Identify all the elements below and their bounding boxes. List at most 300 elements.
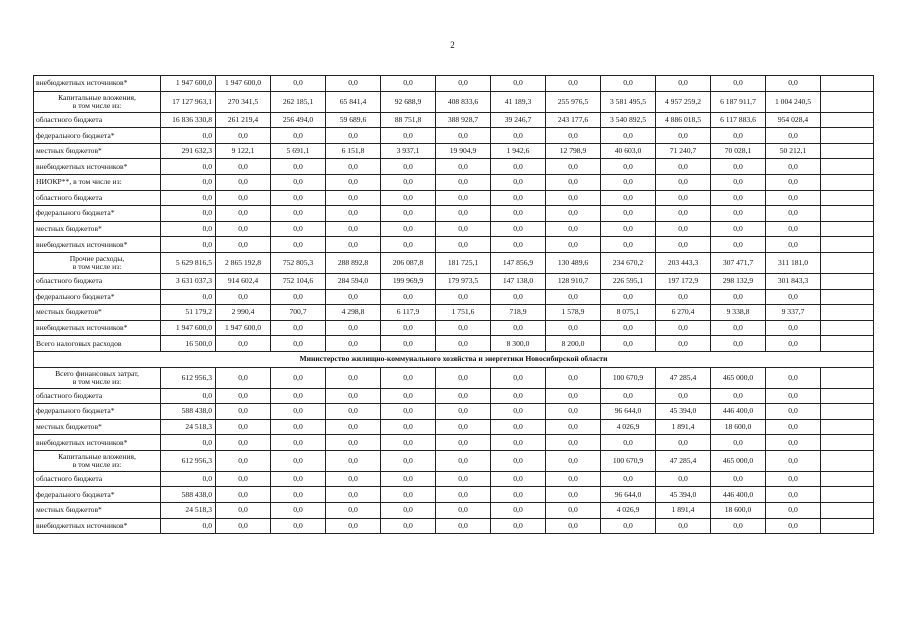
value-cell: 752 104,6	[271, 273, 326, 289]
table-row	[34, 320, 874, 336]
value-cell: 0,0	[766, 128, 821, 144]
value-cell: 9 338,8	[711, 305, 766, 321]
value-cell: 612 956,3	[161, 367, 216, 388]
value-cell: 4 026,9	[601, 503, 656, 519]
value-cell: 0,0	[216, 518, 271, 534]
value-cell: 0,0	[216, 471, 271, 487]
value-cell: 0,0	[766, 487, 821, 503]
value-cell: 41 189,3	[491, 91, 546, 112]
value-cell: 0,0	[491, 404, 546, 420]
value-cell: 0,0	[546, 503, 601, 519]
value-cell: 0,0	[216, 174, 271, 190]
value-cell: 0,0	[601, 76, 656, 92]
value-cell: 0,0	[161, 237, 216, 253]
value-cell: 0,0	[271, 174, 326, 190]
value-cell: 0,0	[766, 174, 821, 190]
value-cell: 0,0	[766, 518, 821, 534]
value-cell: 262 185,1	[271, 91, 326, 112]
value-cell: 0,0	[381, 320, 436, 336]
value-cell: 0,0	[326, 503, 381, 519]
value-cell: 0,0	[216, 159, 271, 175]
value-cell: 0,0	[381, 190, 436, 206]
value-cell: 0,0	[161, 221, 216, 237]
value-cell: 0,0	[381, 174, 436, 190]
value-cell: 0,0	[271, 237, 326, 253]
row-label: федерального бюджета*	[34, 128, 161, 144]
value-cell: 8 300,0	[491, 336, 546, 352]
table-row	[34, 388, 874, 404]
value-cell: 130 489,6	[546, 252, 601, 273]
value-cell: 0,0	[161, 435, 216, 451]
value-cell: 0,0	[326, 159, 381, 175]
value-cell: 0,0	[216, 419, 271, 435]
value-cell: 0,0	[436, 237, 491, 253]
value-cell: 0,0	[491, 128, 546, 144]
value-cell: 0,0	[491, 435, 546, 451]
value-cell: 96 644,0	[601, 487, 656, 503]
value-cell: 0,0	[326, 237, 381, 253]
value-cell: 0,0	[711, 206, 766, 222]
value-cell: 0,0	[711, 174, 766, 190]
value-cell: 59 689,6	[326, 112, 381, 128]
value-cell: 0,0	[216, 128, 271, 144]
section-header-row	[34, 351, 874, 367]
row-label: местных бюджетов*	[34, 419, 161, 435]
value-cell: 0,0	[766, 450, 821, 471]
value-cell: 0,0	[546, 388, 601, 404]
value-cell: 0,0	[326, 336, 381, 352]
row-label: внебюджетных источников*	[34, 320, 161, 336]
row-label: Капитальные вложения, в том числе из:	[34, 450, 161, 471]
row-label: местных бюджетов*	[34, 503, 161, 519]
value-cell: 0,0	[546, 419, 601, 435]
value-cell: 50 212,1	[766, 143, 821, 159]
row-label: Всего финансовых затрат, в том числе из:	[34, 367, 161, 388]
empty-cell	[821, 206, 874, 222]
value-cell: 0,0	[271, 471, 326, 487]
value-cell: 270 341,5	[216, 91, 271, 112]
value-cell: 0,0	[436, 471, 491, 487]
value-cell: 0,0	[546, 487, 601, 503]
row-label: областного бюджета	[34, 388, 161, 404]
empty-cell	[821, 518, 874, 534]
value-cell: 0,0	[161, 190, 216, 206]
value-cell: 0,0	[766, 237, 821, 253]
row-label: местных бюджетов*	[34, 221, 161, 237]
value-cell: 0,0	[766, 404, 821, 420]
value-cell: 12 798,9	[546, 143, 601, 159]
value-cell: 1 947 600,0	[161, 320, 216, 336]
value-cell: 16 500,0	[161, 336, 216, 352]
empty-cell	[821, 404, 874, 420]
value-cell: 6 117,9	[381, 305, 436, 321]
value-cell: 0,0	[216, 237, 271, 253]
value-cell: 0,0	[601, 435, 656, 451]
empty-cell	[821, 190, 874, 206]
value-cell: 47 285,4	[656, 367, 711, 388]
value-cell: 465 000,0	[711, 367, 766, 388]
value-cell: 0,0	[326, 404, 381, 420]
table-row	[34, 336, 874, 352]
value-cell: 0,0	[271, 221, 326, 237]
value-cell: 226 595,1	[601, 273, 656, 289]
empty-cell	[821, 112, 874, 128]
value-cell: 0,0	[766, 503, 821, 519]
table-row	[34, 206, 874, 222]
value-cell: 17 127 963,1	[161, 91, 216, 112]
value-cell: 0,0	[491, 190, 546, 206]
value-cell: 0,0	[766, 367, 821, 388]
value-cell: 0,0	[271, 128, 326, 144]
value-cell: 197 172,9	[656, 273, 711, 289]
value-cell: 954 028,4	[766, 112, 821, 128]
value-cell: 147 856,9	[491, 252, 546, 273]
value-cell: 0,0	[216, 435, 271, 451]
value-cell: 0,0	[546, 289, 601, 305]
value-cell: 0,0	[271, 320, 326, 336]
value-cell: 16 836 330,8	[161, 112, 216, 128]
value-cell: 0,0	[546, 221, 601, 237]
value-cell: 0,0	[436, 76, 491, 92]
value-cell: 0,0	[326, 289, 381, 305]
value-cell: 0,0	[491, 237, 546, 253]
value-cell: 0,0	[601, 190, 656, 206]
empty-cell	[821, 128, 874, 144]
value-cell: 0,0	[381, 221, 436, 237]
empty-cell	[821, 159, 874, 175]
value-cell: 465 000,0	[711, 450, 766, 471]
value-cell: 0,0	[491, 450, 546, 471]
value-cell: 0,0	[326, 206, 381, 222]
value-cell: 0,0	[436, 503, 491, 519]
row-label: внебюджетных источников*	[34, 76, 161, 92]
table-row	[34, 435, 874, 451]
row-label: областного бюджета	[34, 190, 161, 206]
value-cell: 0,0	[656, 320, 711, 336]
value-cell: 0,0	[491, 221, 546, 237]
value-cell: 0,0	[271, 159, 326, 175]
value-cell: 0,0	[766, 76, 821, 92]
row-label: федерального бюджета*	[34, 289, 161, 305]
value-cell: 179 973,5	[436, 273, 491, 289]
value-cell: 0,0	[656, 336, 711, 352]
value-cell: 307 471,7	[711, 252, 766, 273]
value-cell: 0,0	[326, 435, 381, 451]
value-cell: 1 891,4	[656, 419, 711, 435]
value-cell: 0,0	[326, 487, 381, 503]
value-cell: 4 886 018,5	[656, 112, 711, 128]
value-cell: 0,0	[216, 487, 271, 503]
value-cell: 203 443,3	[656, 252, 711, 273]
value-cell: 0,0	[326, 221, 381, 237]
value-cell: 0,0	[436, 190, 491, 206]
value-cell: 0,0	[711, 237, 766, 253]
value-cell: 0,0	[656, 159, 711, 175]
value-cell: 6 187 911,7	[711, 91, 766, 112]
value-cell: 24 518,3	[161, 503, 216, 519]
value-cell: 284 594,0	[326, 273, 381, 289]
value-cell: 588 438,0	[161, 487, 216, 503]
value-cell: 0,0	[326, 388, 381, 404]
empty-cell	[821, 237, 874, 253]
table-row	[34, 367, 874, 388]
value-cell: 0,0	[381, 518, 436, 534]
value-cell: 0,0	[436, 518, 491, 534]
value-cell: 70 028,1	[711, 143, 766, 159]
value-cell: 0,0	[436, 450, 491, 471]
value-cell: 0,0	[546, 471, 601, 487]
value-cell: 0,0	[381, 159, 436, 175]
empty-cell	[821, 419, 874, 435]
value-cell: 1 947 600,0	[216, 320, 271, 336]
value-cell: 0,0	[656, 206, 711, 222]
value-cell: 5 691,1	[271, 143, 326, 159]
empty-cell	[821, 471, 874, 487]
value-cell: 1 942,6	[491, 143, 546, 159]
value-cell: 0,0	[436, 128, 491, 144]
value-cell: 3 937,1	[381, 143, 436, 159]
value-cell: 298 132,9	[711, 273, 766, 289]
value-cell: 0,0	[491, 419, 546, 435]
value-cell: 914 602,4	[216, 273, 271, 289]
value-cell: 408 833,6	[436, 91, 491, 112]
value-cell: 0,0	[381, 435, 436, 451]
value-cell: 0,0	[216, 404, 271, 420]
value-cell: 0,0	[711, 190, 766, 206]
value-cell: 0,0	[711, 336, 766, 352]
row-label: Прочие расходы, в том числе из:	[34, 252, 161, 273]
value-cell: 0,0	[161, 206, 216, 222]
value-cell: 2 990,4	[216, 305, 271, 321]
value-cell: 0,0	[216, 190, 271, 206]
row-label: внебюджетных источников*	[34, 518, 161, 534]
value-cell: 0,0	[381, 419, 436, 435]
value-cell: 5 629 816,5	[161, 252, 216, 273]
section-title: Министерство жилищно-коммунального хозяйства и энергетики Новосибирской области	[34, 351, 874, 367]
table-row	[34, 128, 874, 144]
value-cell: 0,0	[601, 388, 656, 404]
value-cell: 3 540 892,5	[601, 112, 656, 128]
value-cell: 0,0	[656, 76, 711, 92]
empty-cell	[821, 174, 874, 190]
empty-cell	[821, 435, 874, 451]
value-cell: 0,0	[766, 336, 821, 352]
table-row	[34, 159, 874, 175]
value-cell: 0,0	[216, 221, 271, 237]
empty-cell	[821, 289, 874, 305]
value-cell: 0,0	[161, 159, 216, 175]
value-cell: 0,0	[656, 128, 711, 144]
value-cell: 0,0	[546, 159, 601, 175]
value-cell: 0,0	[601, 128, 656, 144]
value-cell: 206 087,8	[381, 252, 436, 273]
value-cell: 0,0	[491, 174, 546, 190]
value-cell: 0,0	[546, 76, 601, 92]
row-label: Всего налоговых расходов	[34, 336, 161, 352]
value-cell: 3 581 495,5	[601, 91, 656, 112]
value-cell: 0,0	[216, 367, 271, 388]
row-label: внебюджетных источников*	[34, 159, 161, 175]
value-cell: 0,0	[546, 450, 601, 471]
value-cell: 1 751,6	[436, 305, 491, 321]
value-cell: 0,0	[326, 128, 381, 144]
value-cell: 18 600,0	[711, 503, 766, 519]
value-cell: 0,0	[491, 487, 546, 503]
value-cell: 0,0	[766, 471, 821, 487]
value-cell: 0,0	[546, 320, 601, 336]
value-cell: 24 518,3	[161, 419, 216, 435]
value-cell: 0,0	[546, 404, 601, 420]
value-cell: 0,0	[766, 419, 821, 435]
empty-cell	[821, 367, 874, 388]
value-cell: 0,0	[491, 206, 546, 222]
value-cell: 0,0	[601, 336, 656, 352]
value-cell: 0,0	[491, 518, 546, 534]
empty-cell	[821, 305, 874, 321]
value-cell: 0,0	[381, 289, 436, 305]
value-cell: 0,0	[711, 471, 766, 487]
value-cell: 0,0	[381, 388, 436, 404]
value-cell: 0,0	[271, 503, 326, 519]
row-label: местных бюджетов*	[34, 305, 161, 321]
table-row	[34, 112, 874, 128]
value-cell: 0,0	[491, 367, 546, 388]
value-cell: 92 688,9	[381, 91, 436, 112]
value-cell: 0,0	[436, 320, 491, 336]
value-cell: 0,0	[436, 419, 491, 435]
value-cell: 0,0	[656, 221, 711, 237]
value-cell: 0,0	[271, 336, 326, 352]
value-cell: 0,0	[546, 237, 601, 253]
row-label: федерального бюджета*	[34, 206, 161, 222]
value-cell: 0,0	[711, 388, 766, 404]
row-label: областного бюджета	[34, 112, 161, 128]
value-cell: 0,0	[381, 206, 436, 222]
value-cell: 0,0	[601, 159, 656, 175]
table-row	[34, 190, 874, 206]
value-cell: 0,0	[491, 320, 546, 336]
value-cell: 718,9	[491, 305, 546, 321]
value-cell: 147 138,0	[491, 273, 546, 289]
value-cell: 0,0	[326, 450, 381, 471]
value-cell: 0,0	[271, 487, 326, 503]
empty-cell	[821, 388, 874, 404]
value-cell: 0,0	[216, 336, 271, 352]
value-cell: 0,0	[216, 289, 271, 305]
value-cell: 2 865 192,8	[216, 252, 271, 273]
value-cell: 0,0	[601, 221, 656, 237]
empty-cell	[821, 487, 874, 503]
value-cell: 0,0	[381, 487, 436, 503]
value-cell: 0,0	[326, 518, 381, 534]
value-cell: 0,0	[711, 159, 766, 175]
value-cell: 3 631 037,3	[161, 273, 216, 289]
value-cell: 88 751,8	[381, 112, 436, 128]
value-cell: 0,0	[436, 159, 491, 175]
value-cell: 199 969,9	[381, 273, 436, 289]
value-cell: 0,0	[326, 471, 381, 487]
value-cell: 0,0	[381, 237, 436, 253]
value-cell: 0,0	[381, 404, 436, 420]
value-cell: 0,0	[161, 388, 216, 404]
value-cell: 4 026,9	[601, 419, 656, 435]
value-cell: 0,0	[601, 206, 656, 222]
value-cell: 0,0	[546, 518, 601, 534]
value-cell: 1 947 600,0	[161, 76, 216, 92]
value-cell: 0,0	[491, 76, 546, 92]
table-row	[34, 487, 874, 503]
value-cell: 9 337,7	[766, 305, 821, 321]
value-cell: 0,0	[216, 206, 271, 222]
value-cell: 39 246,7	[491, 112, 546, 128]
value-cell: 0,0	[766, 289, 821, 305]
row-label: областного бюджета	[34, 471, 161, 487]
value-cell: 65 841,4	[326, 91, 381, 112]
value-cell: 0,0	[656, 174, 711, 190]
row-label: областного бюджета	[34, 273, 161, 289]
value-cell: 0,0	[326, 367, 381, 388]
value-cell: 0,0	[656, 237, 711, 253]
value-cell: 0,0	[491, 503, 546, 519]
table-row	[34, 289, 874, 305]
value-cell: 0,0	[711, 221, 766, 237]
value-cell: 0,0	[271, 289, 326, 305]
value-cell: 0,0	[381, 76, 436, 92]
value-cell: 0,0	[711, 518, 766, 534]
value-cell: 288 892,8	[326, 252, 381, 273]
value-cell: 0,0	[436, 289, 491, 305]
value-cell: 0,0	[216, 503, 271, 519]
table-row	[34, 305, 874, 321]
value-cell: 261 219,4	[216, 112, 271, 128]
value-cell: 6 151,8	[326, 143, 381, 159]
value-cell: 0,0	[766, 221, 821, 237]
value-cell: 446 400,0	[711, 487, 766, 503]
value-cell: 71 240,7	[656, 143, 711, 159]
value-cell: 0,0	[216, 388, 271, 404]
value-cell: 4 957 259,2	[656, 91, 711, 112]
value-cell: 0,0	[491, 471, 546, 487]
value-cell: 0,0	[711, 289, 766, 305]
value-cell: 4 298,8	[326, 305, 381, 321]
value-cell: 96 644,0	[601, 404, 656, 420]
value-cell: 0,0	[656, 190, 711, 206]
value-cell: 0,0	[271, 367, 326, 388]
value-cell: 0,0	[381, 450, 436, 471]
value-cell: 0,0	[601, 289, 656, 305]
value-cell: 8 075,1	[601, 305, 656, 321]
row-label: внебюджетных источников*	[34, 435, 161, 451]
value-cell: 0,0	[711, 320, 766, 336]
value-cell: 0,0	[766, 388, 821, 404]
value-cell: 612 956,3	[161, 450, 216, 471]
page-number: 2	[450, 40, 455, 50]
value-cell: 0,0	[491, 388, 546, 404]
value-cell: 243 177,6	[546, 112, 601, 128]
value-cell: 0,0	[601, 320, 656, 336]
value-cell: 128 910,7	[546, 273, 601, 289]
value-cell: 6 117 883,6	[711, 112, 766, 128]
value-cell: 0,0	[161, 471, 216, 487]
value-cell: 0,0	[271, 190, 326, 206]
value-cell: 0,0	[326, 419, 381, 435]
row-label: местных бюджетов*	[34, 143, 161, 159]
value-cell: 0,0	[436, 221, 491, 237]
empty-cell	[821, 76, 874, 92]
value-cell: 0,0	[436, 336, 491, 352]
value-cell: 0,0	[326, 174, 381, 190]
value-cell: 6 270,4	[656, 305, 711, 321]
